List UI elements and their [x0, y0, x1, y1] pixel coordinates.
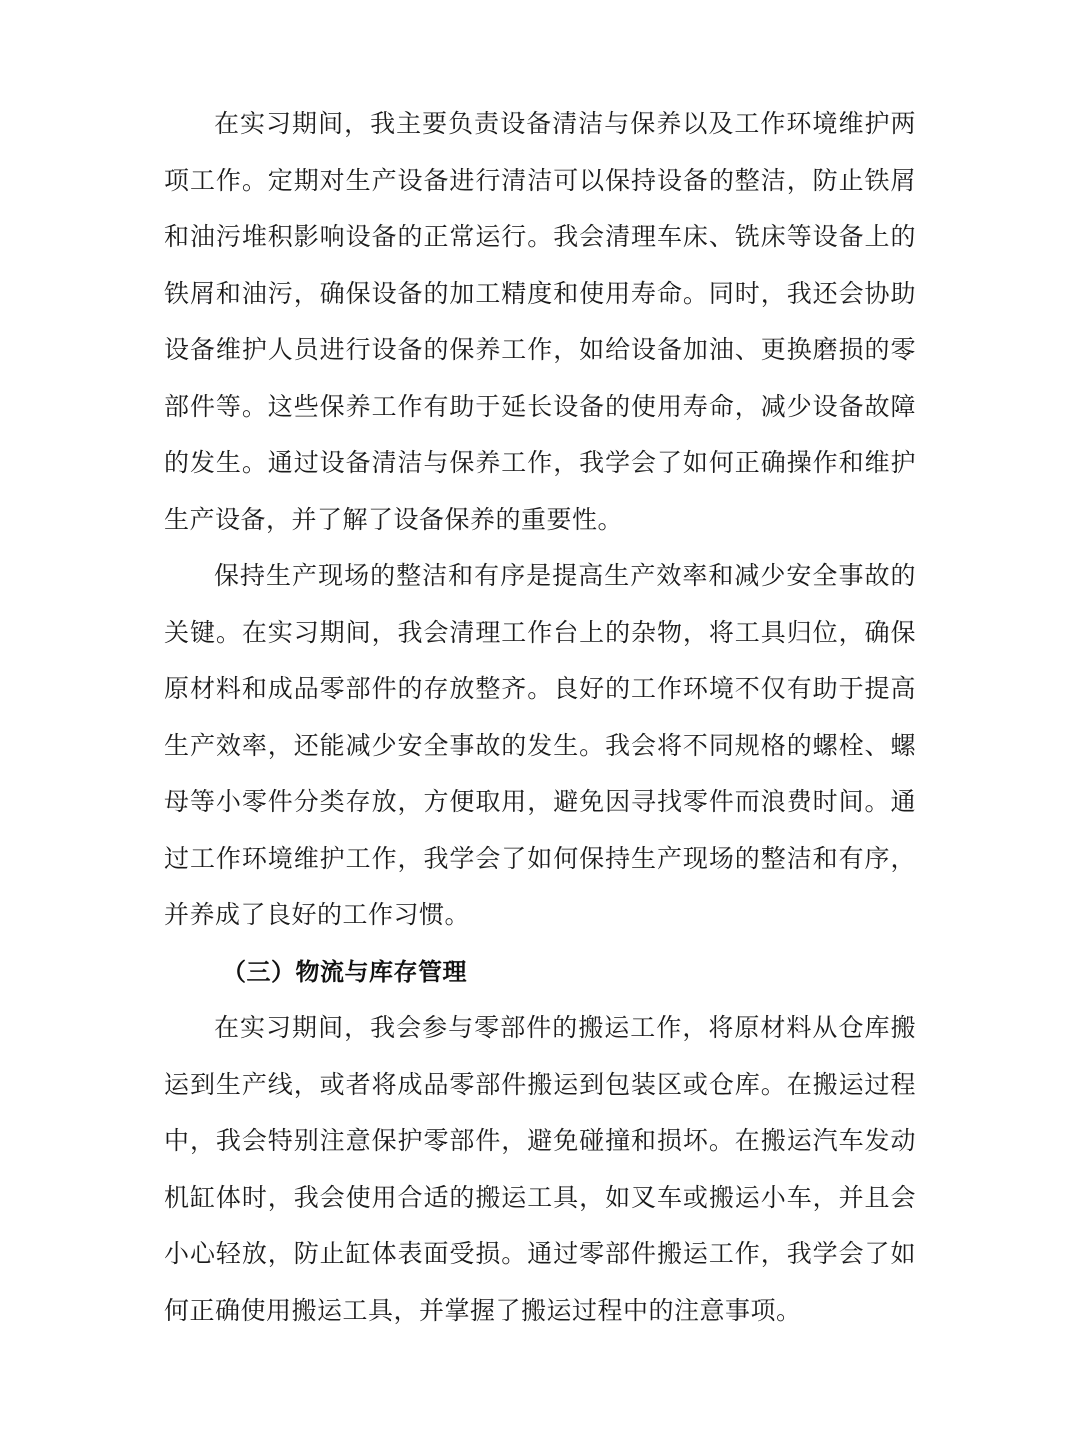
paragraph-parts-handling: 在实习期间，我会参与零部件的搬运工作，将原材料从仓库搬运到生产线，或者将成品零部件搬运到包装区或仓库。在搬运过程中，我会特别注意保护零部件，避免碰撞和损坏。在搬运汽车发动机缸体时，我会使用合适的搬运工具，如叉车或搬运小车，并且会小心轻放，防止缸体表面受损。通过零部件搬运工作，我学会了如何正确使用搬运工具，并掌握了搬运过程中的注意事项。 [164, 1013, 916, 1325]
section-heading: （三）物流与库存管理 [222, 957, 467, 986]
paragraph-equipment-cleaning: 在实习期间，我主要负责设备清洁与保养以及工作环境维护两项工作。定期对生产设备进行清洁可以保持设备的整洁，防止铁屑和油污堆积影响设备的正常运行。我会清理车床、铣床等设备上的铁屑和油污，确保设备的加工精度和使用寿命。同时，我还会协助设备维护人员进行设备的保养工作，如给设备加油、更换磨损的零部件等。这些保养工作有助于延长设备的使用寿命，减少设备故障的发生。通过设备清洁与保养工作，我学会了如何正确操作和维护生产设备，并了解了设备保养的重要性。 [164, 109, 916, 534]
paragraph-workplace-maintenance: 保持生产现场的整洁和有序是提高生产效率和减少安全事故的关键。在实习期间，我会清理工作台上的杂物，将工具归位，确保原材料和成品零部件的存放整齐。良好的工作环境不仅有助于提高生产效率，还能减少安全事故的发生。我会将不同规格的螺栓、螺母等小零件分类存放，方便取用，避免因寻找零件而浪费时间。通过工作环境维护工作，我学会了如何保持生产现场的整洁和有序，并养成了良好的工作习惯。 [164, 561, 916, 929]
document-body [164, 96, 916, 1339]
